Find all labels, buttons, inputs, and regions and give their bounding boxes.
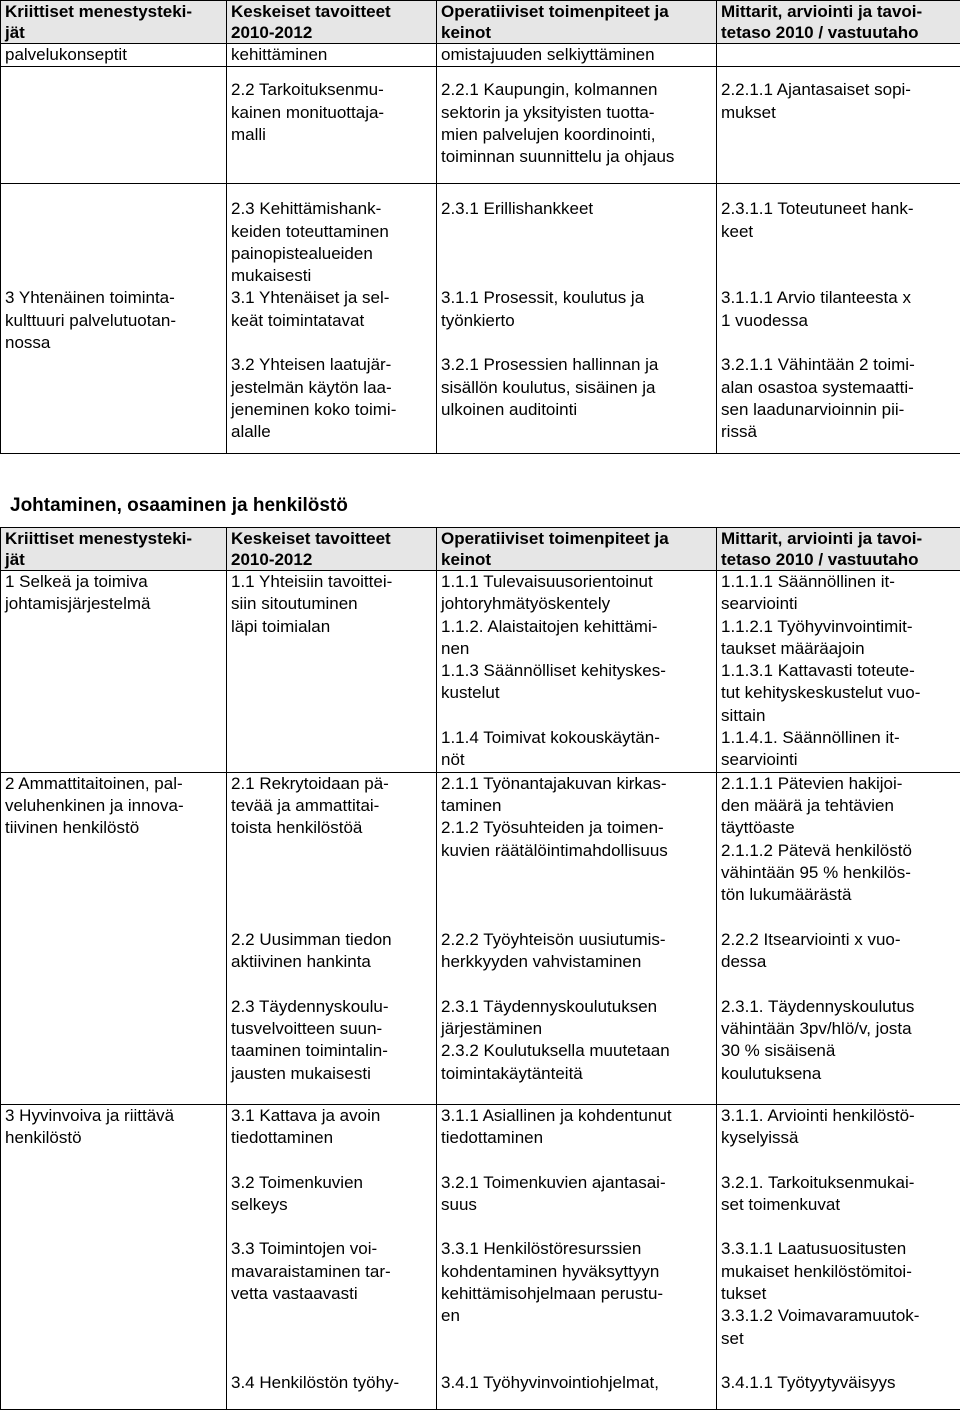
table-cell	[1, 67, 227, 184]
header-critical-factors: Kriittiset menestysteki- jät	[1, 1, 227, 44]
table-1	[0, 0, 960, 454]
table-row	[1, 1104, 960, 1409]
table-cell: 3.1.1 Asiallinen ja kohdentunut tiedottaminen 3.2.1 Toimenkuvien ajantasai- suus 3.3.1 Henkilöstöresurssien kohdentaminen hyväksyttyyn kehittämisohjelmaan perustu- en 3.4.1 Työhyvinvointiohjelmat,	[437, 1104, 717, 1409]
header-critical-factors: Kriittiset menestysteki- jät	[1, 528, 227, 571]
table-cell: 3 Hyvinvoiva ja riittävä henkilöstö	[1, 1104, 227, 1409]
table-cell: 2.3 Kehittämishank- keiden toteuttaminen painopistealueiden mukaisesti 3.1 Yhtenäiset ja sel- keät toimintatavat 3.2 Yhteisen laatujär- jestelmän käytön laa- jeneminen koko toimi- alalle	[227, 184, 437, 454]
header-key-goals: Keskeiset tavoitteet 2010-2012	[227, 528, 437, 571]
table-cell: 3 Yhtenäinen toiminta- kulttuuri palvelutuotan- nossa	[1, 184, 227, 454]
table-cell: omistajuuden selkiyttäminen	[437, 44, 717, 67]
table-cell: 2 Ammattitaitoinen, pal- veluhenkinen ja innova- tiivinen henkilöstö	[1, 772, 227, 1104]
table-row	[1, 184, 960, 454]
table-row	[1, 44, 960, 67]
table-cell: kehittäminen	[227, 44, 437, 67]
table-1-header-row	[1, 1, 960, 44]
table-2-header-row	[1, 528, 960, 571]
table-cell: 2.2.1.1 Ajantasaiset sopi- mukset	[717, 67, 960, 184]
table-cell: 2.1.1.1 Pätevien hakijoi- den määrä ja tehtävien täyttöaste 2.1.1.2 Pätevä henkilöstö vähintään 95 % henkilös- tön lukumäärästä 2.2.2 Itsearviointi x vuo- dessa 2.3.1. Täydennyskoulutus vähintään 3pv/hlö/v, josta 30 % sisäisenä koulutuksena	[717, 772, 960, 1104]
table-cell: 1.1.1 Tulevaisuusorientoinut johtoryhmätyöskentely 1.1.2. Alaistaitojen kehittämi- nen 1.1.3 Säännölliset kehityskes- kustelut 1.1.4 Toimivat kokouskäytän- nöt	[437, 571, 717, 773]
header-metrics: Mittarit, arviointi ja tavoi- tetaso 2010 / vastuutaho	[717, 1, 960, 44]
table-cell: 2.1.1 Työnantajakuvan kirkas- taminen 2.1.2 Työsuhteiden ja toimen- kuvien räätälöintimahdollisuus 2.2.2 Työyhteisön uusiutumis- herkkyyden vahvistaminen 2.3.1 Täydennyskoulutuksen järjestäminen 2.3.2 Koulutuksella muutetaan toimintakäytänteitä	[437, 772, 717, 1104]
table-cell: 1.1 Yhteisiin tavoittei- siin sitoutuminen läpi toimialan	[227, 571, 437, 773]
table-cell: 1.1.1.1 Säännöllinen it- searviointi 1.1.2.1 Työhyvinvointimit- taukset määräajoin 1.1.3.1 Kattavasti toteute- tut kehityskeskustelut vuo- sittain 1.1.4.1. Säännöllinen it- searviointi	[717, 571, 960, 773]
table-cell: 2.3.1 Erillishankkeet 3.1.1 Prosessit, koulutus ja työnkierto 3.2.1 Prosessien hallinnan ja sisällön koulutus, sisäinen ja ulkoinen auditointi	[437, 184, 717, 454]
table-row	[1, 67, 960, 184]
header-operative-actions: Operatiiviset toimenpiteet ja keinot	[437, 1, 717, 44]
table-cell: 3.1 Kattava ja avoin tiedottaminen 3.2 Toimenkuvien selkeys 3.3 Toimintojen voi- mavaraistaminen tar- vetta vastaavasti 3.4 Henkilöstön työhy-	[227, 1104, 437, 1409]
table-row	[1, 571, 960, 773]
table-cell: 3.1.1. Arviointi henkilöstö- kyselyissä 3.2.1. Tarkoituksenmukai- set toimenkuvat 3.3.1.1 Laatusuositusten mukaiset henkilöstömitoi- tukset 3.3.1.2 Voimavaramuutok- set 3.4.1.1 Työtyytyväisyys	[717, 1104, 960, 1409]
table-cell: 2.1 Rekrytoidaan pä- tevää ja ammattitai- toista henkilöstöä 2.2 Uusimman tiedon aktiivinen hankinta 2.3 Täydennyskoulu- tusvelvoitteen suun- taaminen toimintalin- jausten mukaisesti	[227, 772, 437, 1104]
table-cell: 1 Selkeä ja toimiva johtamisjärjestelmä	[1, 571, 227, 773]
table-row	[1, 772, 960, 1104]
table-cell: palvelukonseptit	[1, 44, 227, 67]
header-key-goals: Keskeiset tavoitteet 2010-2012	[227, 1, 437, 44]
table-cell	[717, 44, 960, 67]
header-metrics: Mittarit, arviointi ja tavoi- tetaso 2010 / vastuutaho	[717, 528, 960, 571]
table-cell: 2.2 Tarkoituksenmu- kainen monituottaja- malli	[227, 67, 437, 184]
header-operative-actions: Operatiiviset toimenpiteet ja keinot	[437, 528, 717, 571]
table-2	[0, 527, 960, 1410]
section-title: Johtaminen, osaaminen ja henkilöstö	[10, 495, 348, 517]
table-cell: 2.2.1 Kaupungin, kolmannen sektorin ja yksityisten tuotta- mien palvelujen koordinointi, toiminnan suunnittelu ja ohjaus	[437, 67, 717, 184]
table-cell: 2.3.1.1 Toteutuneet hank- keet 3.1.1.1 Arvio tilanteesta x 1 vuodessa 3.2.1.1 Vähintään 2 toimi- alan osastoa systemaatti- sen laadunarvioinnin pii- rissä	[717, 184, 960, 454]
